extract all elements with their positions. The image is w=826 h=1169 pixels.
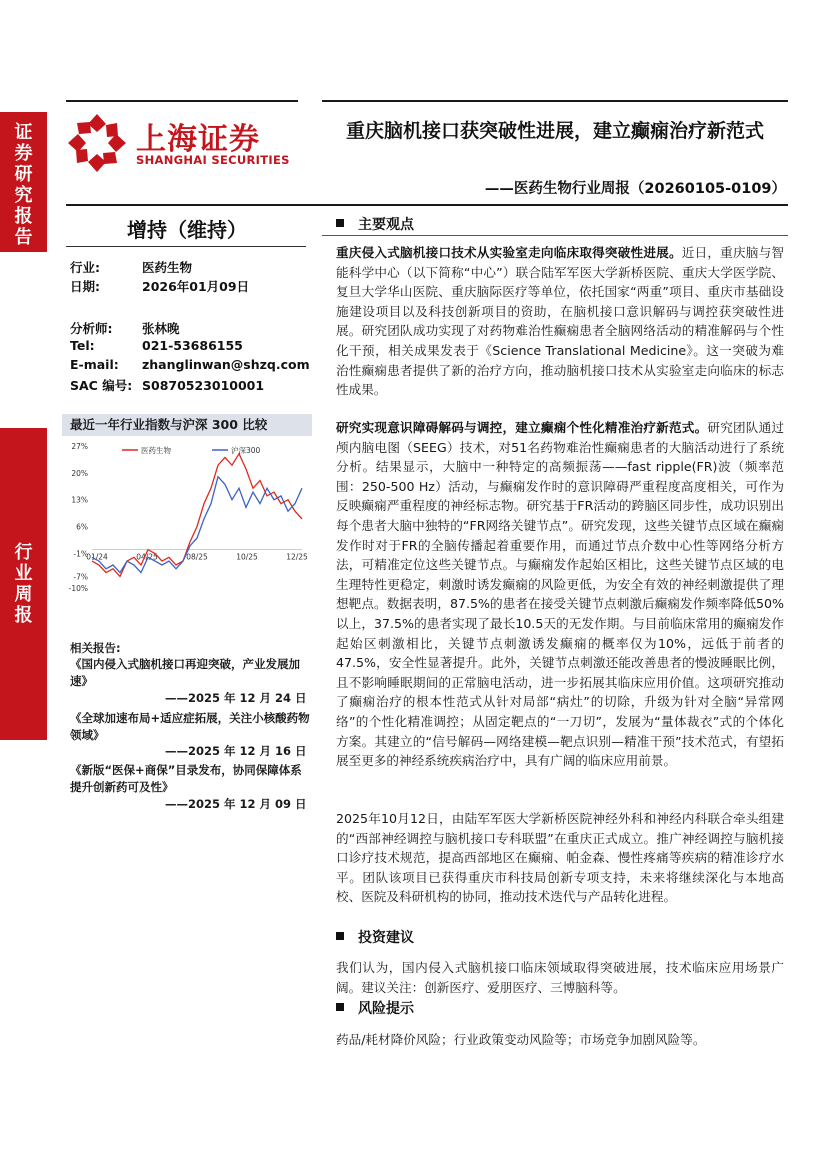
chart-svg bbox=[62, 438, 312, 606]
header-rule-bottom bbox=[66, 204, 788, 206]
section-title: 主要观点 bbox=[358, 217, 414, 233]
company-logo bbox=[66, 114, 296, 174]
related-report-item[interactable]: 《国内侵入式脑机接口再迎突破，产业发展加速》 bbox=[70, 657, 300, 688]
paragraph-lead: 研究实现意识障碍解码与调控，建立癫痫个性化精准治疗新范式。 bbox=[336, 420, 708, 435]
paragraph-4 bbox=[336, 958, 784, 997]
analyst-key: Tel: bbox=[70, 338, 95, 353]
analyst-key: SAC 编号: bbox=[70, 378, 133, 393]
meta-key: 日期: bbox=[70, 279, 100, 294]
paragraph-text: 药品/耗材降价风险；行业政策变动风险等；市场竞争加剧风险等。 bbox=[336, 1032, 706, 1047]
section-bullet-icon bbox=[336, 219, 344, 227]
rating-rule bbox=[66, 246, 306, 247]
related-report-item[interactable]: 《新版“医保+商保”目录发布，协同保障体系提升创新药可及性》 bbox=[70, 763, 302, 794]
y-tick-label: 13% bbox=[71, 495, 88, 505]
analyst-sac bbox=[70, 376, 264, 394]
analyst-key: 分析师: bbox=[70, 321, 113, 336]
index-comparison-chart bbox=[62, 414, 312, 606]
y-tick-label: 6% bbox=[76, 522, 88, 532]
y-tick-label: 20% bbox=[71, 468, 88, 478]
analyst-key: E-mail: bbox=[70, 357, 119, 372]
related-reports-title: 相关报告: bbox=[70, 641, 121, 655]
paragraph-lead: 重庆侵入式脑机接口技术从实验室走向临床取得突破性进展。 bbox=[336, 245, 682, 260]
legend-label: 沪深300 bbox=[231, 446, 261, 455]
section-main-view bbox=[336, 214, 414, 234]
section-bullet-icon bbox=[336, 932, 344, 940]
related-report-date: ——2025 年 12 月 09 日 bbox=[165, 797, 307, 811]
analyst-value: 张林晚 bbox=[142, 321, 180, 336]
paragraph-text: 研究团队通过颅内脑电图（SEEG）技术，对51名药物难治性癫痫患者的大脑活动进行了系统分析。结果显示，大脑中一种特定的高频振荡——fast ripple(FR)波（频率范围：250-500 Hz）活动，与癫痫发作时的意识障碍严重程度高度相关，可作为反映癫痫严重程度的神经标志物。研究基于FR活动的跨脑区同步性，成功识别出每个患者大脑中独特的“FR网络关键节点”。研究发现，这些关键节点区域在癫痫发作时对于FR的全脑传播起着重要作用，而通过节点介数中心性等网络分析方法，可精准定位这些关键节点。与癫痫发作起始区相比，这些关键节点区域的电生理特性更稳定，刺激时诱发癫痫的风险更低，为安全有效的神经刺激提供了理想靶点。数据表明，87.5%的患者在接受关键节点刺激后癫痫发作频率降低50%以上，37.5%的患者实现了最长10.5天的无发作期。与目前临床常用的癫痫发作起始区刺激相比，关键节点刺激诱发癫痫的概率仅为10%，远低于前者的47.5%，安全性显著提升。此外，关键节点刺激还能改善患者的慢波睡眠比例，且不影响睡眠期间的正常脑电活动，进一步拓展其临床应用价值。这项研究推动了癫痫治疗的根本性范式从针对局部“病灶”的切除，升级为针对全脑“异常网络”的个性化精准调控；从固定靶点的“一刀切”，发展为“量体裁衣”式的个体化方案。其建立的“信号解码—网络建模—靶点识别—精准干预”技术范式，有望拓展至更多的神经系统疾病治疗中，具有广阔的临床应用前景。 bbox=[336, 420, 785, 769]
logo-text-en: SHANGHAI SECURITIES bbox=[136, 153, 290, 167]
analyst-tel bbox=[70, 338, 243, 353]
paragraph-2 bbox=[336, 418, 784, 771]
report-subtitle: ——医药生物行业周报（20260105-0109） bbox=[484, 181, 786, 197]
section-bullet-icon bbox=[336, 1003, 344, 1011]
related-report-date: ——2025 年 12 月 16 日 bbox=[165, 744, 307, 758]
meta-key: 行业: bbox=[70, 260, 100, 275]
side-tab-mid-label: 行业周报 bbox=[14, 542, 33, 626]
legend-label: 医药生物 bbox=[141, 446, 171, 455]
related-report-item[interactable]: 《全球加速布局+适应症拓展，关注小核酸药物领域》 bbox=[70, 711, 310, 742]
paragraph-5 bbox=[336, 1030, 784, 1050]
side-tab-top-label: 证券研究报告 bbox=[14, 122, 33, 248]
x-tick-label: 12/25 bbox=[286, 552, 308, 562]
meta-date bbox=[70, 277, 249, 295]
section-title: 投资建议 bbox=[358, 930, 414, 946]
analyst-value: S0870523010001 bbox=[142, 378, 265, 393]
side-tab-weekly bbox=[0, 428, 47, 740]
logo-text-cn: 上海证券 bbox=[136, 122, 260, 157]
chart-title: 最近一年行业指数与沪深 300 比较 bbox=[62, 414, 312, 436]
logo-emblem-icon bbox=[66, 112, 128, 174]
meta-industry bbox=[70, 258, 192, 276]
side-tab-report-type bbox=[0, 112, 47, 252]
paragraph-1 bbox=[336, 243, 784, 400]
x-tick-label: 08/25 bbox=[186, 552, 208, 562]
analyst-value: 021-53686155 bbox=[142, 338, 243, 353]
x-tick-label: 04/25 bbox=[136, 552, 158, 562]
paragraph-text: 我们认为，国内侵入式脑机接口临床领域取得突破进展，技术临床应用场景广阔。建议关注：创新医疗、爱朋医疗、三博脑科等。 bbox=[336, 960, 784, 995]
y-tick-label: -1% bbox=[73, 549, 88, 559]
analyst-value[interactable]: zhanglinwan@shzq.com bbox=[142, 357, 310, 372]
meta-value: 2026年01月09日 bbox=[142, 279, 250, 294]
x-tick-label: 10/25 bbox=[236, 552, 258, 562]
paragraph-text: 2025年10月12日，由陆军军医大学新桥医院神经外科和神经内科联合牵头组建的“西部神经调控与脑机接口专科联盟”在重庆正式成立。推广神经调控与脑机接口诊疗技术规范，提高西部地区在癫痫、帕金森、慢性疼痛等疾病的精准诊疗水平。团队该项目已获得重庆市科技局创新专项支持，未来将继续深化与本地高校、医院及科研机构的协同，推动技术迭代与产品转化进程。 bbox=[336, 811, 784, 905]
rating: 增持（维持） bbox=[127, 218, 247, 242]
header-rule-left bbox=[66, 100, 298, 102]
related-report-date: ——2025 年 12 月 24 日 bbox=[165, 691, 307, 705]
header-rule-right bbox=[322, 100, 788, 102]
meta-value: 医药生物 bbox=[142, 260, 193, 275]
report-title: 重庆脑机接口获突破性进展，建立癫痫治疗新范式 bbox=[345, 120, 764, 142]
paragraph-3 bbox=[336, 809, 784, 907]
section-title: 风险提示 bbox=[358, 1001, 414, 1017]
section-rule bbox=[322, 235, 788, 236]
paragraph-text: 近日，重庆脑与智能科学中心（以下简称“中心”）联合陆军军医大学新桥医院、重庆大学医学院、复旦大学华山医院、重庆脑际医疗等单位，依托国家“两重”项目、重庆市基础设施建设项目以及科技创新项目的资助，在脑机接口意识解码与调控获突破性进展。研究团队成功实现了对药物难治性癫痫患者全脑网络活动的精准解码与个性化干预，相关成果发表于《Science Translational Medicine》。这一突破为难治性癫痫患者提供了新的治疗方向，推动脑机接口技术从实验室走向临床的标志性成果。 bbox=[336, 245, 785, 398]
section-risk bbox=[336, 998, 414, 1018]
y-tick-label: 27% bbox=[71, 442, 88, 451]
y-tick-label: -7% bbox=[73, 572, 88, 582]
section-invest bbox=[336, 927, 414, 947]
analyst-name bbox=[70, 319, 180, 337]
x-tick-label: 01/24 bbox=[86, 552, 108, 562]
analyst-email bbox=[70, 357, 310, 372]
y-tick-label: -10% bbox=[68, 584, 88, 593]
